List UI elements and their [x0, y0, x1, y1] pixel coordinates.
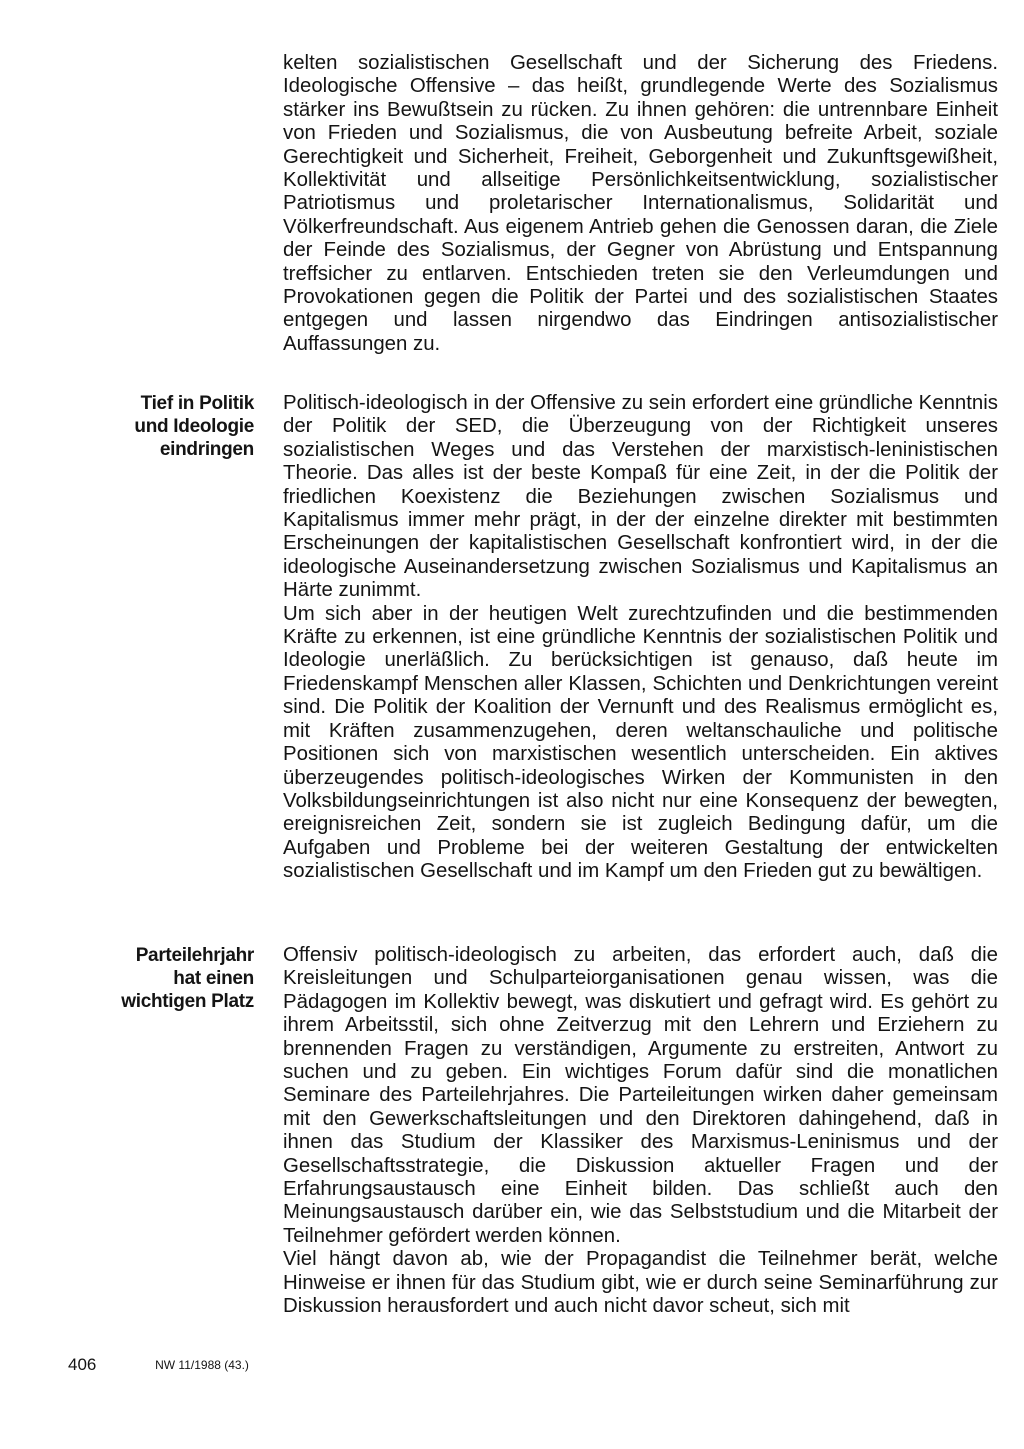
intro-block [283, 52, 998, 356]
section-2-paragraph: Offensiv politisch-ideologisch zu arbeiten, das erfordert auch, daß die Kreisleitungen und Schulparteiorganisationen genau wissen, was die Pädagogen im Kollektiv bewegt, was diskutiert und gefragt wird. Es gehört zu ihrem Arbeitsstil, sich ohne Zeitverzug mit den Lehrern und Erziehern zu brennenden Fragen zu verständigen, Argumente zu erstreiten, Antwort zu suchen und zu geben. Ein wichtiges Forum dafür sind die monatlichen Seminare des Parteilehrjahres. Die Parteileitungen wirken daher gemeinsam mit den Gewerkschaftsleitungen und den Direktoren dahingehend, daß in ihnen das Studium der Klassiker des Marxismus-Leninismus und der Gesellschaftsstrategie, die Diskussion aktueller Fragen und der Erfahrungsaustausch eine Einheit bilden. Das schließt auch den Meinungsaustausch darüber ein, wie das Selbststudium und die Mitarbeit der Teilnehmer gefördert werden können. [283, 944, 998, 1247]
intro-paragraph: kelten sozialistischen Gesellschaft und der Sicherung des Friedens. Ideologische Offensive – das heißt, grundlegende Werte des Sozialismus stärker ins Bewußtsein zu rücken. Zu ihnen gehören: die untrennbare Einheit von Frieden und Sozialismus, die von Ausbeutung befreite Arbeit, soziale Gerechtigkeit und Sicherheit, Freiheit, Geborgenheit und Zukunftsgewißheit, Kollektivität und allseitige Persönlichkeitsentwicklung, sozialistischer Patriotismus und proletarischer Internationalismus, Solidarität und Völkerfreundschaft. Aus eigenem Antrieb gehen die Genossen daran, die Ziele der Feinde des Sozialismus, der Gegner von Abrüstung und Entspannung treffsicher zu entlarven. Entschieden treten sie den Verleumdungen und Provokationen gegen die Politik der Partei und des sozialistischen Staates entgegen und lassen nirgendwo das Eindringen antisozialistischer Auffassungen zu. [283, 52, 998, 355]
section-2-body [283, 944, 998, 1319]
section-2-heading-line: wichtigen Platz [121, 991, 254, 1012]
section-1-heading-line: und Ideologie [134, 416, 254, 437]
page-number: 406 [68, 1355, 97, 1374]
section-1-heading-line: Tief in Politik [140, 393, 254, 414]
section-2-paragraph: Viel hängt davon ab, wie der Propagandist die Teilnehmer berät, welche Hinweise er ihnen für das Studium gibt, wie er durch seine Seminarführung zur Diskussion herausfordert und auch nicht davor scheut, sich mit [283, 1248, 998, 1318]
section-2-heading [94, 944, 254, 1013]
section-2-heading-line: Parteilehrjahr [135, 945, 254, 966]
section-1-heading-line: eindringen [159, 439, 254, 460]
section-1-body [283, 392, 998, 884]
section-2-heading-line: hat einen [173, 968, 254, 989]
section-1-paragraph: Um sich aber in der heutigen Welt zurechtzufinden und die bestimmenden Kräfte zu erkennen, ist eine gründliche Kenntnis der sozialistischen Politik und Ideologie unerläßlich. Zu berücksichtigen ist genauso, daß heute im Friedenskampf Menschen aller Klassen, Schichten und Denkrichtungen vereint sind. Die Politik der Koalition der Vernunft und des Realismus ermöglicht es, mit Kräften zusammenzugehen, deren weltanschauliche und politische Positionen sich von marxistischen wesentlich unterscheiden. Ein aktives überzeugendes politisch-ideologisches Wirken der Kommunisten in den Volksbildungseinrichtungen ist also nicht nur eine Konsequenz der bewegten, ereignisreichen Zeit, sondern sie ist zugleich Bedingung dafür, um die Aufgaben und Probleme bei der weiteren Gestaltung der entwickelten sozialistischen Gesellschaft und im Kampf um den Frieden gut zu bewältigen. [283, 602, 998, 883]
section-1-heading [94, 392, 254, 461]
page-footer [68, 1355, 249, 1375]
section-1-paragraph: Politisch-ideologisch in der Offensive zu sein erfordert eine gründliche Kenntnis der Politik der SED, die Überzeugung von der Richtigkeit unseres sozialistischen Weges und das Verstehen der marxistisch-leninistischen Theorie. Das alles ist der beste Kompaß für eine Zeit, in der die Politik der friedlichen Koexistenz die Beziehungen zwischen Sozialismus und Kapitalismus immer mehr prägt, in der der einzelne direkter mit bestimmten Erscheinungen der kapitalistischen Gesellschaft konfrontiert wird, in der die ideologische Auseinandersetzung zwischen Sozialismus und Kapitalismus an Härte zunimmt. [283, 392, 998, 602]
issue-reference: NW 11/1988 (43.) [155, 1358, 249, 1372]
